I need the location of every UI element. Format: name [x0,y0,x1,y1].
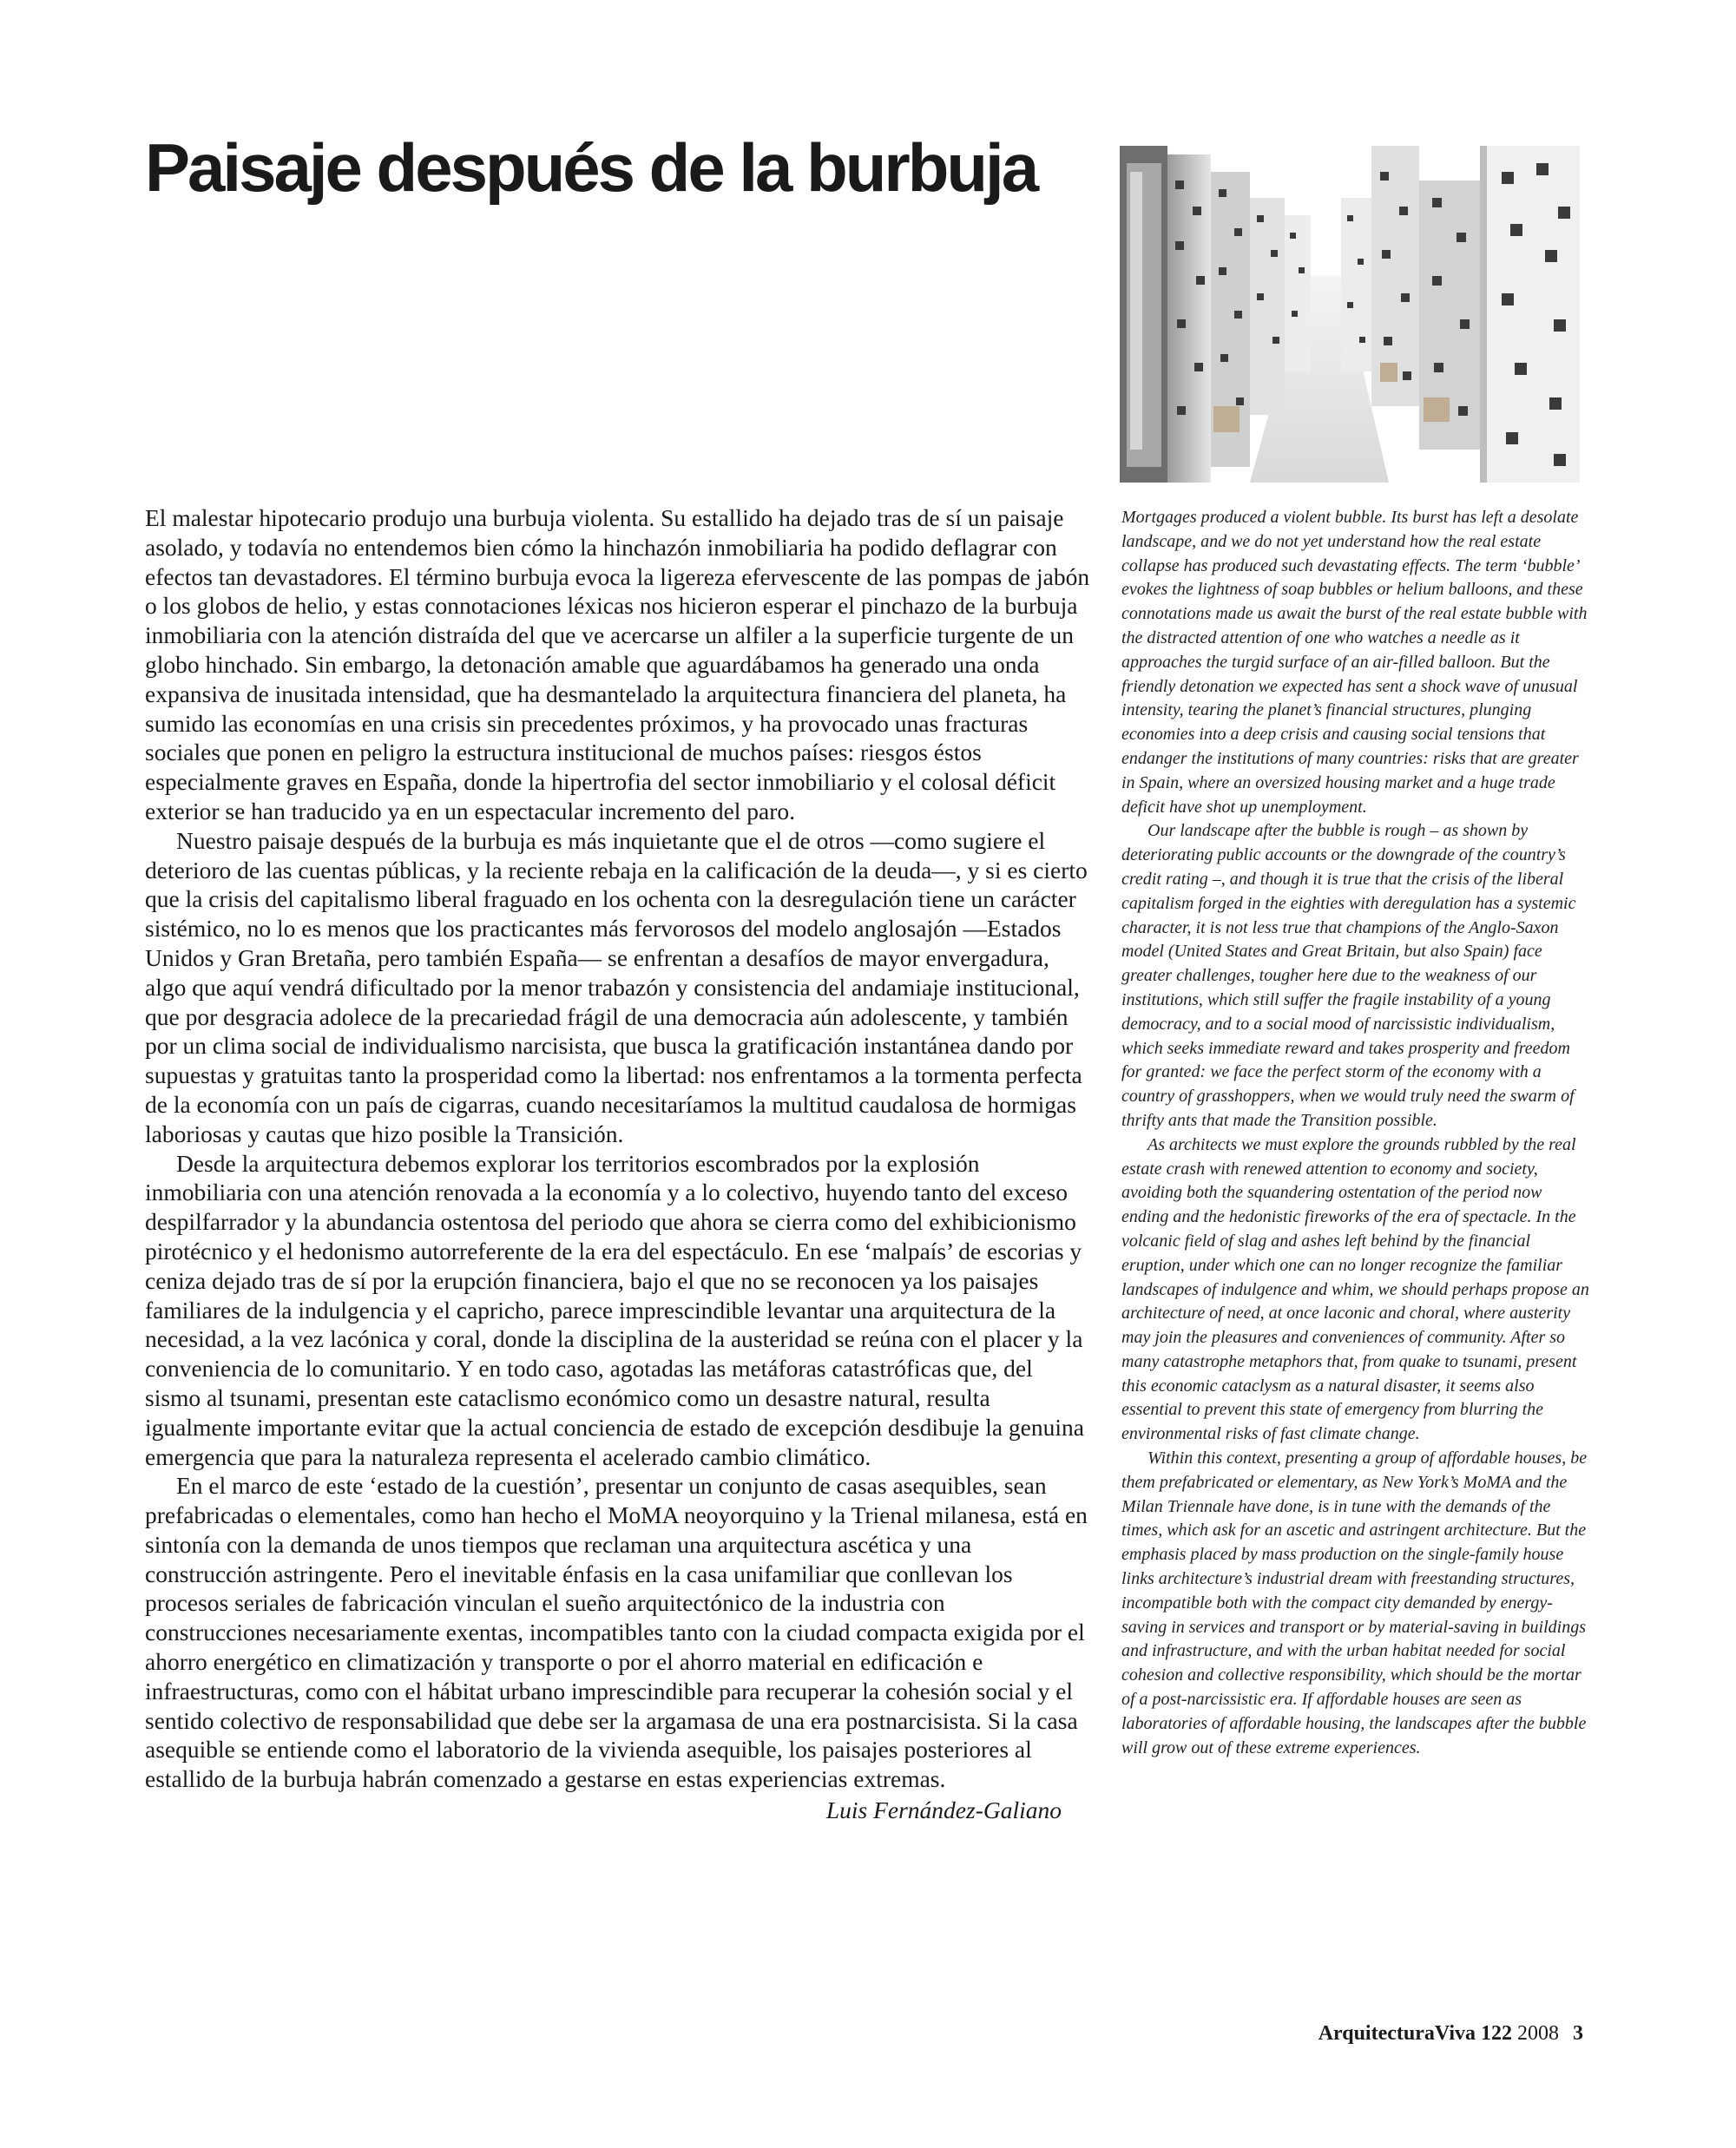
spanish-text-column [145,503,1091,1825]
author-signature: Luis Fernández-Galiano [825,1797,1062,1824]
spanish-paragraph: Nuestro paisaje después de la burbuja es más inquietante que el de otros —como sugiere el deterioro de las cuentas públicas, y la reciente rebaja en la calificación de la deuda—, y si es cierto que la crisis del capitalismo liberal fraguado en los ochenta con la desregulación tiene un carácter sistémico, no lo es menos que los practicantes más fervorosos del modelo anglosajón —Estados Unidos y Gran Bretaña, pero también España— se enfrentan a desafíos de mayor envergadura, algo que aquí vendrá dificultado por la menor trabazón y consistencia del andamiaje institucional, que por desgracia adolece de la precariedad frágil de una democracia aún adolescente, y también por un clima social de individualismo narcisista, que busca la gratificación instantánea dando por supuestas y gratuitas tanto la prosperidad como la libertad: nos enfrentamos a la tormenta perfecta de la economía con un país de cigarras, cuando necesitaríamos la multitud caudalosa de hormigas laboriosas y cautas que hizo posible la Transición. [145,826,1088,1147]
architecture-model-photo-icon [1120,146,1580,483]
page-title: Paisaje después de la burbuja [145,129,1037,206]
english-text-column [1121,506,1590,1760]
english-paragraph: Within this context, presenting a group of affordable houses, be them prefabricated or elementary, as New York’s MoMA and the Milan Triennale have done, is in tune with the demands of the times, which ask for an ascetic and astringent architecture. But the emphasis placed by mass production on the single-family house links architecture’s industrial dream with freestanding structures, incompatible both with the compact city demanded by energy-saving in services and transport or by material-saving in buildings and infrastructure, and with the urban habitat needed for social cohesion and collective responsibility, which should be the mortar of a post-narcissistic era. If affordable houses are seen as laboratories of affordable housing, the landscapes after the bubble will grow out of these extreme experiences. [1121,1448,1588,1757]
spanish-paragraph: En el marco de este ‘estado de la cuestión’, presentar un conjunto de casas asequibles, sean prefabricadas o elementales, como han hecho el MoMA neoyorquino y la Trienal milanesa, está en sintonía con la demanda de unos tiempos que reclaman una arquitectura ascética y una construcción astringente. Pero el inevitable énfasis en la casa unifamiliar que conllevan los procesos seriales de fabricación vinculan el sueño arquitectónico de la industria con construcciones necesariamente exentas, incompatibles tanto con la ciudad compacta exigida por el ahorro energético en climatización y transporte o por el ahorro material en edificación e infraestructuras, como con el hábitat urbano imprescindible para recuperar la cohesión social y el sentido colectivo de responsabilidad que debe ser la argamasa de una era postnarcisista. Si la casa asequible se entiende como el laboratorio de la vivienda asequible, los paisajes posteriores al estallido de la burbuja habrán comenzado a gestarse en estas experiencias extremas. [145,1472,1088,1793]
magazine-name: ArquitecturaViva 122 [1318,2022,1512,2045]
page-footer [1318,2022,1583,2046]
spanish-paragraph: Desde la arquitectura debemos explorar los territorios escombrados por la explosión inmobiliaria con una atención renovada a la economía y a lo colectivo, huyendo tanto del exceso despilfarrador y la abundancia ostentosa del periodo que ahora se cierra como del exhibicionismo pirotécnico y el hedonismo autorreferente de la era del espectáculo. En ese ‘malpaís’ de escorias y ceniza dejado tras de sí por la erupción financiera, bajo el que no se reconocen ya los paisajes familiares de la indulgencia y el capricho, parece imprescindible levantar una arquitectura de la necesidad, a la vez lacónica y coral, donde la disciplina de la austeridad se reúna con el placer y la conveniencia de lo comunitario. Y en todo caso, agotadas las metáforas catastróficas que, del sismo al tsunami, presentan este cataclismo económico como un desastre natural, resulta igualmente importante evitar que la actual conciencia de estado de excepción desdibuje la genuina emergencia que para la naturaleza representa el acelerado cambio climático. [145,1149,1084,1470]
issue-year: 2008 [1517,2022,1559,2045]
english-paragraph: Our landscape after the bubble is rough – as shown by deteriorating public accounts or the downgrade of the country’s credit rating –, and though it is true that the crisis of the liberal capitalism forged in the eighties with deregulation has a systemic character, it is not less true that champions of the Anglo-Saxon model (United States and Great Britain, but also Spain) face greater challenges, tougher here due to the weakness of our institutions, which still suffer the fragile instability of a young democracy, and to a social mood of narcissistic individualism, which seeks immediate reward and takes prosperity and freedom for granted: we face the perfect storm of the economy with a country of grasshoppers, when we would truly need the swarm of thrifty ants that made the Transition possible. [1121,821,1576,1130]
english-paragraph: Mortgages produced a violent bubble. Its burst has left a desolate landscape, and we do not yet understand how the real estate collapse has produced such devastating effects. The term ‘bubble’ evokes the lightness of soap bubbles or helium balloons, and these connotations made us await the burst of the real estate bubble with the distracted attention of one who watches a needle as it approaches the turgid surface of an air-filled balloon. But the friendly detonation we expected has sent a shock wave of unusual intensity, tearing the planet’s financial structures, plunging economies into a deep crisis and causing social tensions that endanger the institutions of many countries: risks that are greater in Spain, where an oversized housing market and a huge trade deficit have shot up unemployment. [1121,508,1588,817]
english-paragraph: As architects we must explore the grounds rubbled by the real estate crash with renewed attention to economy and society, avoiding both the squandering ostentation of the period now ending and the hedonistic fireworks of the era of spectacle. In the volcanic field of slag and ashes left behind by the financial eruption, under which one can no longer recognize the familiar landscapes of indulgence and whim, we should perhaps propose an architecture of need, at once laconic and choral, where austerity may join the pleasures and conveniences of community. After so many catastrophe metaphors that, from quake to tsunami, present this economic cataclysm as a natural disaster, it seems also essential to prevent this state of emergency from blurring the environmental risks of fast climate change. [1121,1134,1589,1444]
page-number: 3 [1573,2022,1583,2045]
spanish-paragraph: El malestar hipotecario produjo una burbuja violenta. Su estallido ha dejado tras de sí un paisaje asolado, y todavía no entendemos bien cómo la hinchazón inmobiliaria ha podido deflagrar con efectos tan devastadores. El término burbuja evoca la ligereza efervescente de las pompas de jabón o los globos de helio, y estas connotaciones léxicas nos hicieron esperar el pinchazo de la burbuja inmobiliaria con la atención distraída del que ve acercarse un alfiler a la superficie turgente de un globo hinchado. Sin embargo, la detonación amable que aguardábamos ha generado una onda expansiva de inusitada intensidad, que ha desmantelado la arquitectura financiera del planeta, ha sumido las economías en una crisis sin precedentes próximos, y ha provocado unas fracturas sociales que ponen en peligro la estructura institucional de muchos países: riesgos éstos especialmente graves en España, donde la hipertrofia del sector inmobiliario y el colosal déficit exterior se han traducido ya en un espectacular incremento del paro. [145,504,1090,824]
